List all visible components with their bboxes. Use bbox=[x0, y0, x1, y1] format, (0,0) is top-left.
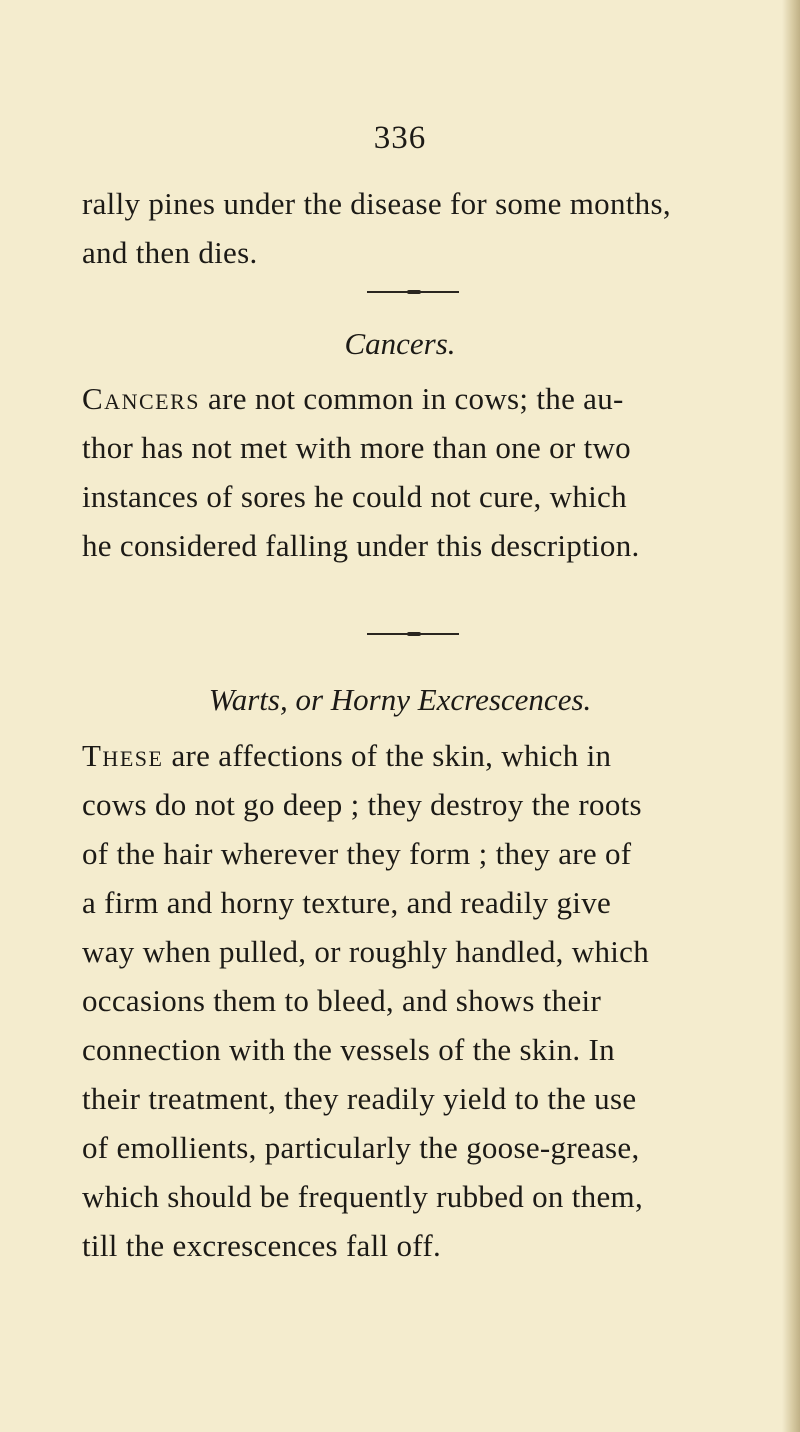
body-text-line: their treatment, they readily yield to the use bbox=[82, 1081, 637, 1116]
body-text-line: of the hair wherever they form ; they are of bbox=[82, 836, 632, 871]
section-heading-warts bbox=[0, 684, 800, 715]
body-text-span: are affections of the skin, which in bbox=[163, 738, 612, 773]
heading-part: , bbox=[279, 682, 296, 717]
body-text-line bbox=[82, 383, 624, 414]
page-edge-shadow bbox=[782, 0, 800, 1432]
body-text-line: cows do not go deep ; they destroy the roots bbox=[82, 787, 642, 822]
body-text-line: of emollients, particularly the goose-grease, bbox=[82, 1130, 640, 1165]
page-number: 336 bbox=[373, 120, 427, 156]
body-text-line: rally pines under the disease for some months, bbox=[82, 186, 671, 221]
body-text-line: occasions them to bleed, and shows their bbox=[82, 983, 602, 1018]
heading-part: or bbox=[295, 682, 324, 717]
section-divider bbox=[367, 291, 459, 293]
body-text-line: connection with the vessels of the skin. In bbox=[82, 1032, 615, 1067]
section-heading-cancers: Cancers. bbox=[344, 326, 456, 361]
section-divider bbox=[367, 633, 459, 635]
body-text-line: which should be frequently rubbed on them, bbox=[82, 1179, 644, 1214]
body-text-line: thor has not met with more than one or two bbox=[82, 430, 631, 465]
drop-word: Cancers bbox=[82, 381, 200, 416]
body-text-line: way when pulled, or roughly handled, which bbox=[82, 934, 650, 969]
body-text-span: are not common in cows; the au- bbox=[199, 381, 624, 416]
body-text-line: he considered falling under this description. bbox=[82, 528, 640, 563]
heading-part: Warts bbox=[208, 682, 280, 717]
body-text-line: a firm and horny texture, and readily give bbox=[82, 885, 612, 920]
heading-part: Horny Excrescences. bbox=[323, 682, 592, 717]
body-text-line bbox=[82, 740, 611, 771]
body-text-line: till the excrescences fall off. bbox=[82, 1228, 442, 1263]
body-text-line: and then dies. bbox=[82, 235, 258, 270]
drop-word: These bbox=[82, 738, 164, 773]
body-text-line: instances of sores he could not cure, which bbox=[82, 479, 627, 514]
